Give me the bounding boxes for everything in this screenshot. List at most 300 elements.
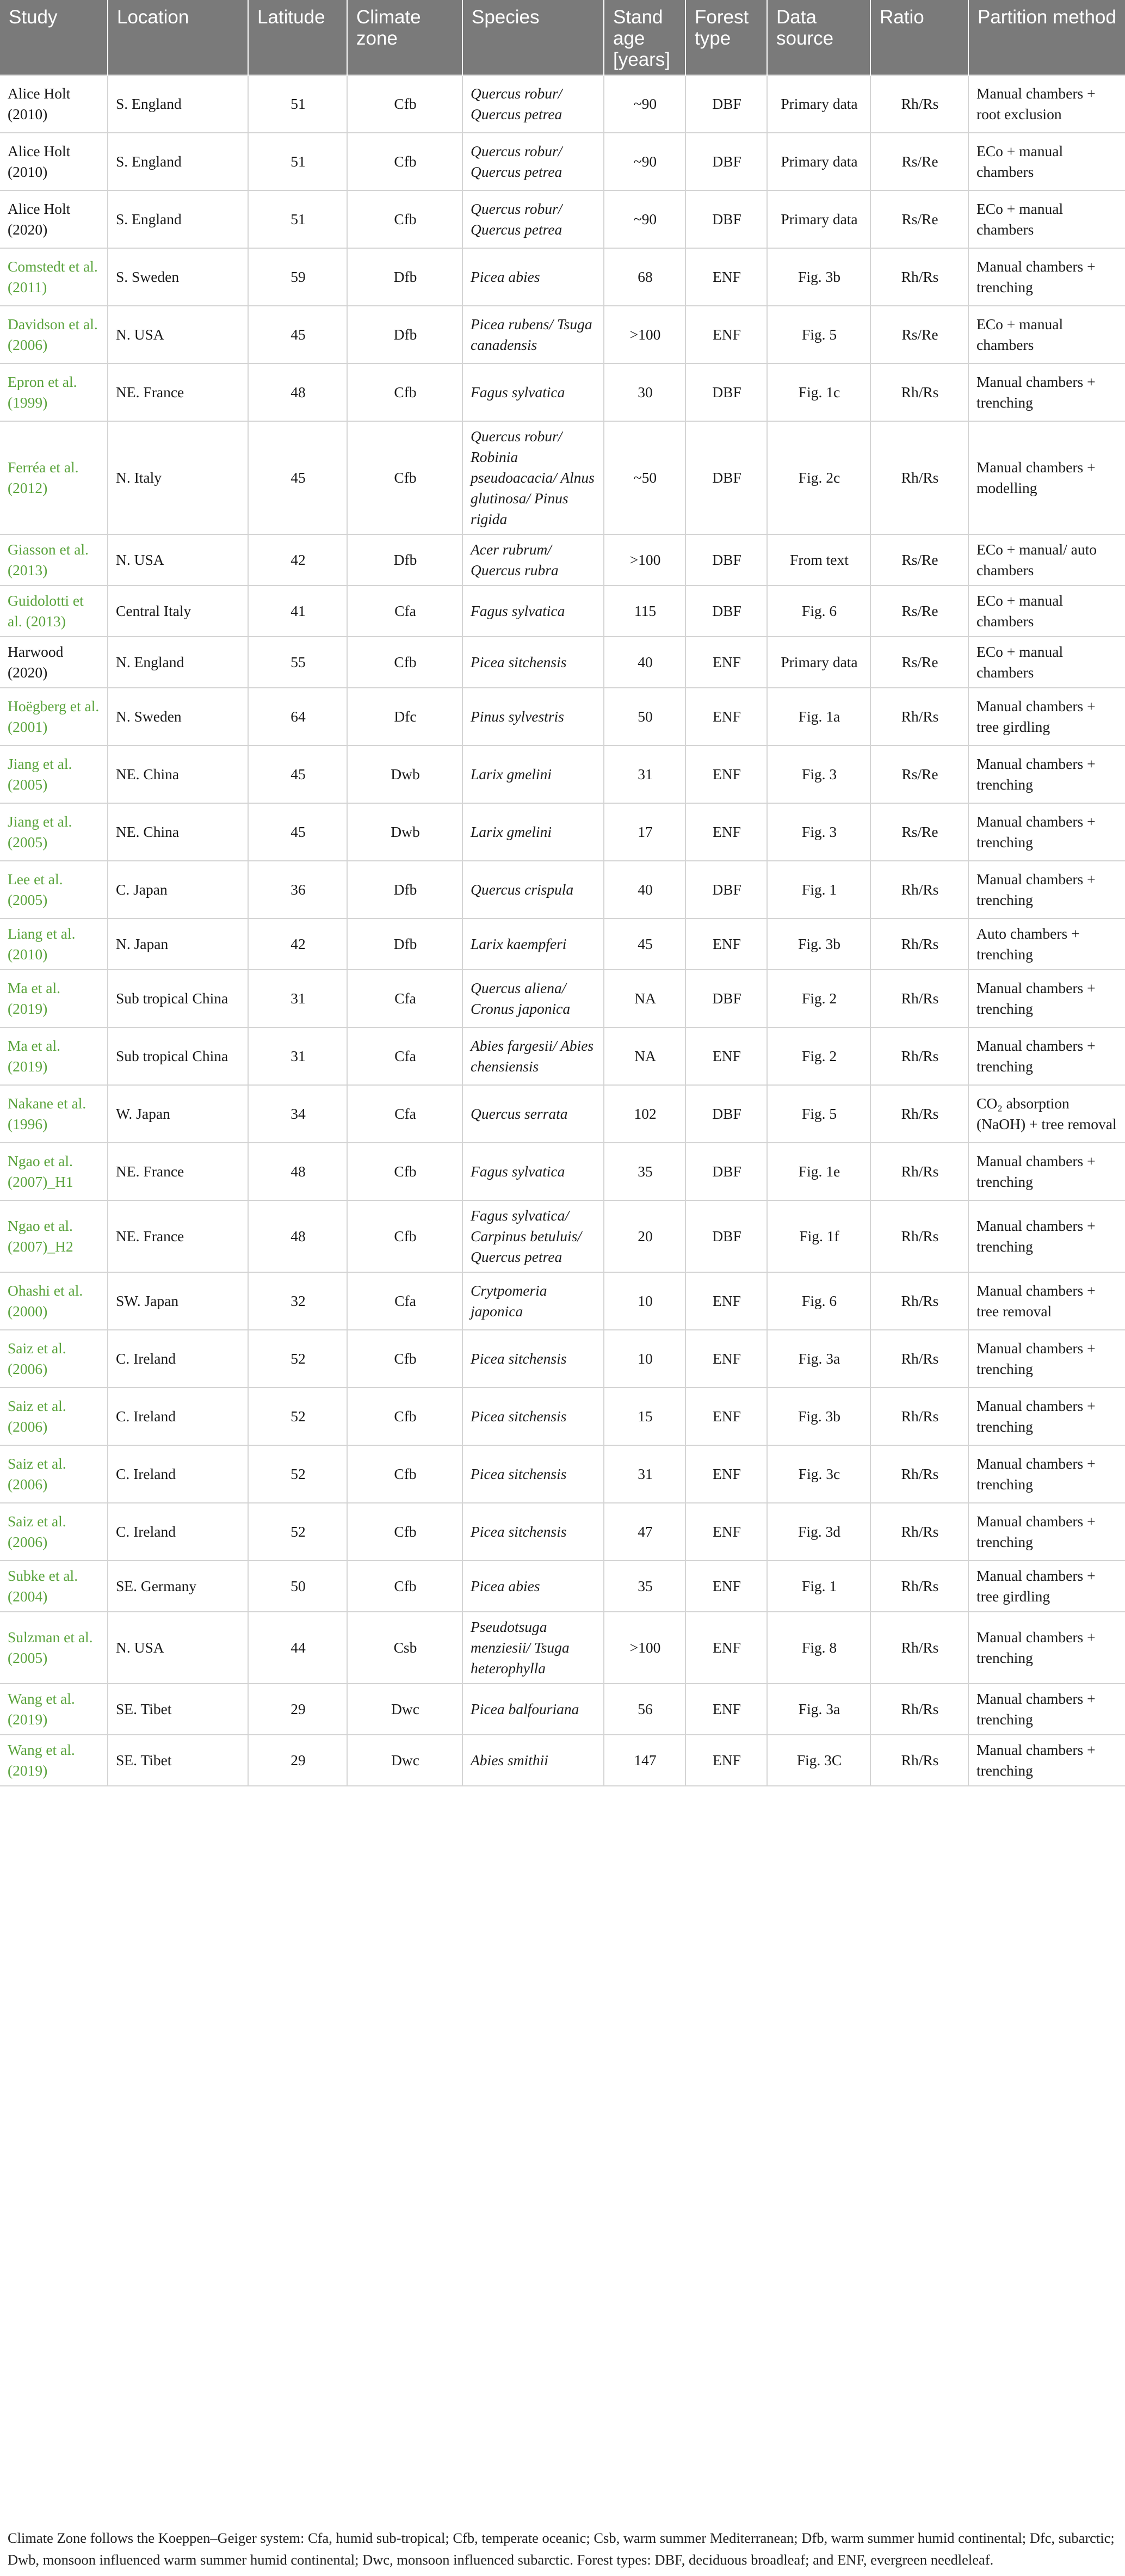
cell-partition-method: CO₂ absorption (NaOH) + tree removal (968, 1085, 1125, 1143)
cell-forest-type: ENF (685, 1612, 767, 1684)
cell-data-source: Fig. 5 (767, 306, 870, 363)
cell-partition-method: Manual chambers + trenching (968, 1143, 1125, 1200)
cell-latitude: 32 (248, 1272, 347, 1330)
cell-climate-zone: Dfc (347, 688, 462, 745)
cell-data-source: Fig. 3a (767, 1330, 870, 1388)
cell-climate-zone: Dfb (347, 306, 462, 363)
study-reference-link[interactable]: Giasson et al. (2013) (0, 534, 108, 586)
cell-latitude: 41 (248, 586, 347, 637)
cell-climate-zone: Cfb (347, 190, 462, 248)
cell-ratio: Rs/Re (870, 586, 968, 637)
cell-forest-type: DBF (685, 363, 767, 421)
cell-climate-zone: Cfa (347, 586, 462, 637)
study-reference-link[interactable]: Sulzman et al. (2005) (0, 1612, 108, 1684)
cell-partition-method: ECo + manual/ auto chambers (968, 534, 1125, 586)
cell-species: Fagus sylvatica (462, 586, 604, 637)
cell-stand-age: 17 (604, 803, 685, 861)
col-header-study: Study (0, 0, 108, 75)
cell-location: SE. Tibet (108, 1735, 248, 1786)
cell-species: Picea sitchensis (462, 1330, 604, 1388)
cell-location: S. England (108, 75, 248, 133)
cell-climate-zone: Dwc (347, 1684, 462, 1735)
col-header-species: Species (462, 0, 604, 75)
cell-partition-method: Manual chambers + trenching (968, 1200, 1125, 1272)
cell-climate-zone: Cfb (347, 133, 462, 190)
cell-forest-type: DBF (685, 861, 767, 919)
cell-ratio: Rh/Rs (870, 919, 968, 970)
cell-latitude: 34 (248, 1085, 347, 1143)
cell-forest-type: ENF (685, 1503, 767, 1561)
cell-ratio: Rh/Rs (870, 1388, 968, 1445)
cell-latitude: 52 (248, 1503, 347, 1561)
cell-stand-age: 147 (604, 1735, 685, 1786)
cell-stand-age: 50 (604, 688, 685, 745)
cell-data-source: Fig. 3a (767, 1684, 870, 1735)
cell-species: Picea sitchensis (462, 1445, 604, 1503)
cell-study: Alice Holt (2010) (0, 75, 108, 133)
cell-location: S. England (108, 133, 248, 190)
cell-stand-age: 20 (604, 1200, 685, 1272)
cell-location: N. USA (108, 534, 248, 586)
cell-forest-type: DBF (685, 970, 767, 1027)
cell-species: Quercus robur/ Robinia pseudoacacia/ Alnus glutinosa/ Pinus rigida (462, 421, 604, 534)
cell-latitude: 44 (248, 1612, 347, 1684)
cell-location: Central Italy (108, 586, 248, 637)
cell-ratio: Rh/Rs (870, 1503, 968, 1561)
cell-data-source: Primary data (767, 190, 870, 248)
cell-data-source: Fig. 2 (767, 1027, 870, 1085)
study-reference-link[interactable]: Comstedt et al. (2011) (0, 248, 108, 306)
cell-stand-age: >100 (604, 1612, 685, 1684)
cell-forest-type: ENF (685, 745, 767, 803)
cell-study: Alice Holt (2010) (0, 133, 108, 190)
cell-forest-type: DBF (685, 133, 767, 190)
col-header-partition-method: Partition method (968, 0, 1125, 75)
cell-stand-age: ~90 (604, 133, 685, 190)
cell-latitude: 51 (248, 75, 347, 133)
study-reference-link[interactable]: Ohashi et al. (2000) (0, 1272, 108, 1330)
cell-stand-age: 56 (604, 1684, 685, 1735)
cell-species: Fagus sylvatica/ Carpinus betuluis/ Quercus petrea (462, 1200, 604, 1272)
study-reference-link[interactable]: Jiang et al. (2005) (0, 803, 108, 861)
cell-location: NE. France (108, 363, 248, 421)
cell-data-source: Fig. 2c (767, 421, 870, 534)
table-row (0, 1684, 1125, 1735)
cell-forest-type: ENF (685, 1330, 767, 1388)
cell-stand-age: 47 (604, 1503, 685, 1561)
table-row (0, 75, 1125, 133)
cell-stand-age: 115 (604, 586, 685, 637)
cell-climate-zone: Dfb (347, 861, 462, 919)
table-row (0, 133, 1125, 190)
cell-location: Sub tropical China (108, 1027, 248, 1085)
cell-location: C. Ireland (108, 1503, 248, 1561)
cell-partition-method: ECo + manual chambers (968, 133, 1125, 190)
cell-climate-zone: Csb (347, 1612, 462, 1684)
table-row (0, 1085, 1125, 1143)
table-row (0, 1735, 1125, 1786)
table-row (0, 1388, 1125, 1445)
cell-data-source: Fig. 3b (767, 248, 870, 306)
cell-data-source: Fig. 1a (767, 688, 870, 745)
cell-data-source: Fig. 1e (767, 1143, 870, 1200)
cell-forest-type: ENF (685, 1027, 767, 1085)
table-row (0, 919, 1125, 970)
study-reference-link[interactable]: Subke et al. (2004) (0, 1561, 108, 1612)
cell-species: Larix gmelini (462, 803, 604, 861)
cell-partition-method: Manual chambers + trenching (968, 745, 1125, 803)
cell-species: Fagus sylvatica (462, 1143, 604, 1200)
study-reference-link[interactable]: Wang et al. (2019) (0, 1735, 108, 1786)
cell-stand-age: 68 (604, 248, 685, 306)
col-header-ratio: Ratio (870, 0, 968, 75)
cell-partition-method: Manual chambers + trenching (968, 1612, 1125, 1684)
cell-location: SE. Germany (108, 1561, 248, 1612)
cell-data-source: Primary data (767, 133, 870, 190)
cell-forest-type: ENF (685, 306, 767, 363)
cell-species: Pseudotsuga menziesii/ Tsuga heterophylla (462, 1612, 604, 1684)
cell-stand-age: 10 (604, 1330, 685, 1388)
study-reference-link[interactable]: Liang et al. (2010) (0, 919, 108, 970)
cell-location: N. USA (108, 1612, 248, 1684)
table-footnote: Climate Zone follows the Koeppen–Geiger system: Cfa, humid sub-tropical; Cfb, temperate oceanic; Csb, warm summer Mediterranean; Dfb, warm summer humid continental; Dfc, subarctic; Dwb, monsoon influenced warm summer humid continental; Dwc, monsoon influenced subarctic. Forest types: DBF, deciduous broadleaf; and ENF, evergreen needleleaf. (8, 2530, 1115, 2568)
cell-location: S. England (108, 190, 248, 248)
cell-climate-zone: Dfb (347, 248, 462, 306)
study-reference-link[interactable]: Nakane et al. (1996) (0, 1085, 108, 1143)
cell-latitude: 52 (248, 1388, 347, 1445)
cell-ratio: Rh/Rs (870, 1735, 968, 1786)
cell-partition-method: Manual chambers + trenching (968, 363, 1125, 421)
cell-data-source: Fig. 3C (767, 1735, 870, 1786)
cell-species: Acer rubrum/ Quercus rubra (462, 534, 604, 586)
col-header-latitude: Latitude (248, 0, 347, 75)
col-header-data-source: Data source (767, 0, 870, 75)
cell-climate-zone: Dwb (347, 803, 462, 861)
cell-location: N. Japan (108, 919, 248, 970)
study-reference-link[interactable]: Jiang et al. (2005) (0, 745, 108, 803)
cell-data-source: Fig. 2 (767, 970, 870, 1027)
cell-forest-type: ENF (685, 248, 767, 306)
header-row (0, 0, 1125, 75)
cell-ratio: Rh/Rs (870, 248, 968, 306)
study-reference-link[interactable]: Davidson et al. (2006) (0, 306, 108, 363)
cell-partition-method: Manual chambers + trenching (968, 248, 1125, 306)
cell-partition-method: Manual chambers + trenching (968, 1330, 1125, 1388)
cell-latitude: 29 (248, 1684, 347, 1735)
cell-forest-type: DBF (685, 190, 767, 248)
cell-latitude: 31 (248, 1027, 347, 1085)
cell-partition-method: Manual chambers + trenching (968, 861, 1125, 919)
table-row (0, 1272, 1125, 1330)
cell-latitude: 42 (248, 919, 347, 970)
table-row (0, 306, 1125, 363)
cell-forest-type: ENF (685, 1561, 767, 1612)
cell-climate-zone: Cfb (347, 75, 462, 133)
study-reference-link[interactable]: Saiz et al. (2006) (0, 1503, 108, 1561)
cell-stand-age: >100 (604, 306, 685, 363)
table-row (0, 861, 1125, 919)
cell-partition-method: Auto chambers + trenching (968, 919, 1125, 970)
cell-climate-zone: Dfb (347, 534, 462, 586)
study-reference-link[interactable]: Hoëgberg et al. (2001) (0, 688, 108, 745)
cell-climate-zone: Cfb (347, 1143, 462, 1200)
cell-species: Picea abies (462, 1561, 604, 1612)
cell-partition-method: Manual chambers + trenching (968, 1027, 1125, 1085)
cell-location: Sub tropical China (108, 970, 248, 1027)
cell-forest-type: ENF (685, 1445, 767, 1503)
cell-climate-zone: Dfb (347, 919, 462, 970)
cell-partition-method: Manual chambers + root exclusion (968, 75, 1125, 133)
cell-latitude: 48 (248, 1143, 347, 1200)
cell-ratio: Rs/Re (870, 133, 968, 190)
cell-latitude: 42 (248, 534, 347, 586)
cell-climate-zone: Cfb (347, 1200, 462, 1272)
cell-species: Picea sitchensis (462, 637, 604, 688)
cell-stand-age: 10 (604, 1272, 685, 1330)
study-reference-link[interactable]: Ngao et al. (2007)_H1 (0, 1143, 108, 1200)
cell-climate-zone: Cfa (347, 1085, 462, 1143)
cell-location: C. Japan (108, 861, 248, 919)
study-reference-link[interactable]: Ma et al. (2019) (0, 970, 108, 1027)
cell-ratio: Rs/Re (870, 190, 968, 248)
cell-forest-type: DBF (685, 421, 767, 534)
study-reference-link[interactable]: Ferréa et al. (2012) (0, 421, 108, 534)
cell-ratio: Rs/Re (870, 306, 968, 363)
cell-ratio: Rs/Re (870, 803, 968, 861)
cell-partition-method: Manual chambers + tree girdling (968, 1561, 1125, 1612)
cell-stand-age: >100 (604, 534, 685, 586)
cell-species: Larix gmelini (462, 745, 604, 803)
cell-species: Picea rubens/ Tsuga canadensis (462, 306, 604, 363)
cell-ratio: Rh/Rs (870, 1561, 968, 1612)
cell-ratio: Rh/Rs (870, 1200, 968, 1272)
cell-latitude: 48 (248, 1200, 347, 1272)
cell-species: Quercus robur/ Quercus petrea (462, 190, 604, 248)
cell-data-source: Fig. 6 (767, 1272, 870, 1330)
cell-location: NE. China (108, 803, 248, 861)
cell-forest-type: DBF (685, 75, 767, 133)
table-row (0, 1612, 1125, 1684)
cell-stand-age: 40 (604, 861, 685, 919)
table-row (0, 1143, 1125, 1200)
cell-stand-age: 35 (604, 1143, 685, 1200)
cell-partition-method: Manual chambers + trenching (968, 1503, 1125, 1561)
cell-partition-method: Manual chambers + trenching (968, 970, 1125, 1027)
cell-stand-age: 35 (604, 1561, 685, 1612)
study-reference-link[interactable]: Lee et al. (2005) (0, 861, 108, 919)
cell-partition-method: Manual chambers + trenching (968, 1388, 1125, 1445)
cell-stand-age: 40 (604, 637, 685, 688)
cell-ratio: Rs/Re (870, 534, 968, 586)
study-reference-link[interactable]: Saiz et al. (2006) (0, 1388, 108, 1445)
cell-latitude: 45 (248, 745, 347, 803)
cell-location: N. Italy (108, 421, 248, 534)
cell-latitude: 50 (248, 1561, 347, 1612)
cell-data-source: Fig. 3b (767, 1388, 870, 1445)
study-reference-link[interactable]: Saiz et al. (2006) (0, 1330, 108, 1388)
cell-stand-age: 31 (604, 745, 685, 803)
cell-data-source: Fig. 3b (767, 919, 870, 970)
cell-data-source: Fig. 3 (767, 803, 870, 861)
cell-ratio: Rh/Rs (870, 1330, 968, 1388)
cell-stand-age: ~50 (604, 421, 685, 534)
cell-data-source: Fig. 1c (767, 363, 870, 421)
study-reference-link[interactable]: Wang et al. (2019) (0, 1684, 108, 1735)
study-reference-link[interactable]: Saiz et al. (2006) (0, 1445, 108, 1503)
cell-forest-type: DBF (685, 586, 767, 637)
cell-latitude: 48 (248, 363, 347, 421)
cell-forest-type: DBF (685, 534, 767, 586)
cell-latitude: 55 (248, 637, 347, 688)
cell-forest-type: ENF (685, 688, 767, 745)
cell-climate-zone: Cfb (347, 637, 462, 688)
cell-species: Quercus crispula (462, 861, 604, 919)
cell-data-source: Fig. 1 (767, 861, 870, 919)
cell-latitude: 64 (248, 688, 347, 745)
study-reference-link[interactable]: Epron et al. (1999) (0, 363, 108, 421)
table-row (0, 363, 1125, 421)
cell-forest-type: ENF (685, 803, 767, 861)
cell-latitude: 51 (248, 190, 347, 248)
cell-location: C. Ireland (108, 1330, 248, 1388)
study-reference-link[interactable]: Guidolotti et al. (2013) (0, 586, 108, 637)
cell-partition-method: Manual chambers + trenching (968, 1735, 1125, 1786)
cell-species: Crytpomeria japonica (462, 1272, 604, 1330)
cell-forest-type: DBF (685, 1200, 767, 1272)
cell-ratio: Rs/Re (870, 745, 968, 803)
cell-data-source: Primary data (767, 637, 870, 688)
table-row (0, 190, 1125, 248)
cell-climate-zone: Cfb (347, 1330, 462, 1388)
table-row (0, 1027, 1125, 1085)
table-row (0, 803, 1125, 861)
cell-location: W. Japan (108, 1085, 248, 1143)
cell-climate-zone: Dwc (347, 1735, 462, 1786)
cell-partition-method: Manual chambers + modelling (968, 421, 1125, 534)
cell-data-source: Fig. 6 (767, 586, 870, 637)
cell-climate-zone: Cfb (347, 1445, 462, 1503)
cell-ratio: Rh/Rs (870, 688, 968, 745)
cell-latitude: 45 (248, 306, 347, 363)
cell-partition-method: Manual chambers + tree girdling (968, 688, 1125, 745)
study-reference-link[interactable]: Ngao et al. (2007)_H2 (0, 1200, 108, 1272)
cell-data-source: Fig. 3 (767, 745, 870, 803)
cell-ratio: Rh/Rs (870, 1027, 968, 1085)
cell-partition-method: ECo + manual chambers (968, 190, 1125, 248)
cell-partition-method: ECo + manual chambers (968, 637, 1125, 688)
cell-data-source: Fig. 1f (767, 1200, 870, 1272)
cell-latitude: 29 (248, 1735, 347, 1786)
cell-stand-age: 45 (604, 919, 685, 970)
cell-partition-method: Manual chambers + trenching (968, 1684, 1125, 1735)
cell-climate-zone: Cfb (347, 1561, 462, 1612)
cell-species: Picea sitchensis (462, 1503, 604, 1561)
cell-partition-method: ECo + manual chambers (968, 306, 1125, 363)
cell-stand-age: 30 (604, 363, 685, 421)
cell-location: SW. Japan (108, 1272, 248, 1330)
table-row (0, 248, 1125, 306)
cell-data-source: Primary data (767, 75, 870, 133)
col-header-climate-zone: Climate zone (347, 0, 462, 75)
cell-stand-age: 15 (604, 1388, 685, 1445)
col-header-forest-type: Forest type (685, 0, 767, 75)
cell-data-source: From text (767, 534, 870, 586)
cell-stand-age: 102 (604, 1085, 685, 1143)
cell-stand-age: 31 (604, 1445, 685, 1503)
cell-forest-type: ENF (685, 1272, 767, 1330)
cell-climate-zone: Dwb (347, 745, 462, 803)
cell-forest-type: ENF (685, 919, 767, 970)
table-row (0, 586, 1125, 637)
cell-partition-method: Manual chambers + trenching (968, 803, 1125, 861)
cell-species: Picea sitchensis (462, 1388, 604, 1445)
cell-species: Quercus aliena/ Cronus japonica (462, 970, 604, 1027)
cell-latitude: 45 (248, 803, 347, 861)
cell-ratio: Rh/Rs (870, 970, 968, 1027)
table-row (0, 970, 1125, 1027)
table-row (0, 745, 1125, 803)
cell-species: Pinus sylvestris (462, 688, 604, 745)
cell-species: Picea abies (462, 248, 604, 306)
cell-forest-type: DBF (685, 1085, 767, 1143)
cell-location: C. Ireland (108, 1445, 248, 1503)
cell-location: N. Sweden (108, 688, 248, 745)
cell-climate-zone: Cfb (347, 1503, 462, 1561)
cell-species: Quercus robur/ Quercus petrea (462, 75, 604, 133)
cell-climate-zone: Cfa (347, 970, 462, 1027)
cell-location: SE. Tibet (108, 1684, 248, 1735)
cell-study: Alice Holt (2020) (0, 190, 108, 248)
cell-stand-age: NA (604, 970, 685, 1027)
cell-climate-zone: Cfb (347, 1388, 462, 1445)
cell-ratio: Rh/Rs (870, 861, 968, 919)
cell-stand-age: ~90 (604, 190, 685, 248)
cell-partition-method: ECo + manual chambers (968, 586, 1125, 637)
cell-location: S. Sweden (108, 248, 248, 306)
cell-location: N. USA (108, 306, 248, 363)
cell-climate-zone: Cfb (347, 363, 462, 421)
cell-forest-type: ENF (685, 1735, 767, 1786)
cell-partition-method: Manual chambers + tree removal (968, 1272, 1125, 1330)
cell-latitude: 31 (248, 970, 347, 1027)
cell-data-source: Fig. 3c (767, 1445, 870, 1503)
cell-ratio: Rh/Rs (870, 1612, 968, 1684)
cell-ratio: Rh/Rs (870, 1272, 968, 1330)
cell-latitude: 52 (248, 1330, 347, 1388)
table-row (0, 1503, 1125, 1561)
cell-species: Abies fargesii/ Abies chensiensis (462, 1027, 604, 1085)
cell-stand-age: ~90 (604, 75, 685, 133)
study-reference-link[interactable]: Ma et al. (2019) (0, 1027, 108, 1085)
table-row (0, 688, 1125, 745)
cell-data-source: Fig. 3d (767, 1503, 870, 1561)
cell-study: Harwood (2020) (0, 637, 108, 688)
cell-species: Picea balfouriana (462, 1684, 604, 1735)
cell-forest-type: ENF (685, 1684, 767, 1735)
cell-latitude: 45 (248, 421, 347, 534)
table-row (0, 1330, 1125, 1388)
table-row (0, 421, 1125, 534)
cell-ratio: Rh/Rs (870, 1143, 968, 1200)
col-header-location: Location (108, 0, 248, 75)
cell-species: Quercus serrata (462, 1085, 604, 1143)
cell-ratio: Rh/Rs (870, 421, 968, 534)
table-row (0, 1445, 1125, 1503)
cell-latitude: 59 (248, 248, 347, 306)
cell-ratio: Rs/Re (870, 637, 968, 688)
cell-ratio: Rh/Rs (870, 1445, 968, 1503)
cell-forest-type: DBF (685, 1143, 767, 1200)
